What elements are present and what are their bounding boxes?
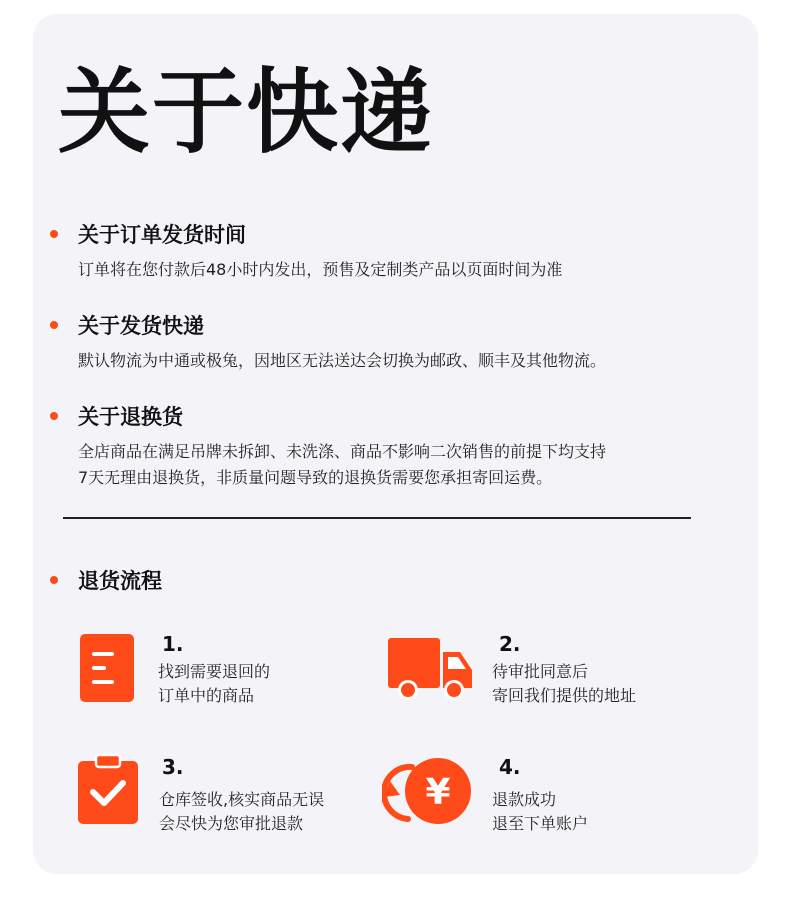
bullet-dot bbox=[50, 230, 58, 238]
step-number: 2. bbox=[499, 632, 521, 656]
step-line: 待审批同意后 bbox=[492, 662, 589, 681]
step-line: 找到需要退回的 bbox=[158, 662, 271, 681]
step-line: 会尽快为您审批退款 bbox=[159, 814, 304, 833]
section-line: 订单将在您付款后48小时内发出，预售及定制类产品以页面时间为准 bbox=[78, 260, 563, 279]
document-icon bbox=[80, 630, 134, 702]
step-text bbox=[492, 660, 636, 708]
step-line: 退至下单账户 bbox=[492, 814, 589, 833]
section-heading: 退货流程 bbox=[78, 569, 162, 593]
bullet-dot bbox=[50, 321, 58, 329]
step-text bbox=[158, 660, 270, 708]
section-line: 7天无理由退换货，非质量问题导致的退换货需要您承担寄回运费。 bbox=[78, 468, 553, 487]
page-title: 关于快递 bbox=[58, 59, 435, 166]
step-number: 4. bbox=[499, 755, 521, 779]
section-line: 默认物流为中通或极兔，因地区无法送达会切换为邮政、顺丰及其他物流。 bbox=[78, 351, 607, 370]
section-body bbox=[78, 348, 606, 374]
section-body bbox=[78, 257, 562, 283]
truck-icon bbox=[388, 630, 474, 702]
step-number: 3. bbox=[162, 755, 184, 779]
bullet-dot bbox=[50, 412, 58, 420]
section-body bbox=[78, 439, 606, 491]
yuan-symbol: ¥ bbox=[425, 772, 451, 813]
step-line: 退款成功 bbox=[492, 790, 557, 809]
step-line: 寄回我们提供的地址 bbox=[492, 686, 637, 705]
divider bbox=[63, 517, 691, 519]
section-line: 全店商品在满足吊牌未拆卸、未洗涤、商品不影响二次销售的前提下均支持 bbox=[78, 442, 607, 461]
step-text bbox=[159, 788, 324, 836]
section-heading: 关于退换货 bbox=[78, 405, 183, 429]
step-line: 仓库签收,核实商品无误 bbox=[159, 790, 325, 809]
section-heading: 关于订单发货时间 bbox=[78, 223, 246, 247]
section-heading: 关于发货快递 bbox=[78, 314, 204, 338]
step-number: 1. bbox=[162, 632, 184, 656]
clipboard-check-icon bbox=[78, 753, 140, 825]
bullet-dot bbox=[50, 576, 58, 584]
step-line: 订单中的商品 bbox=[158, 686, 255, 705]
step-text bbox=[492, 788, 588, 836]
yuan-refund-icon bbox=[382, 753, 474, 829]
